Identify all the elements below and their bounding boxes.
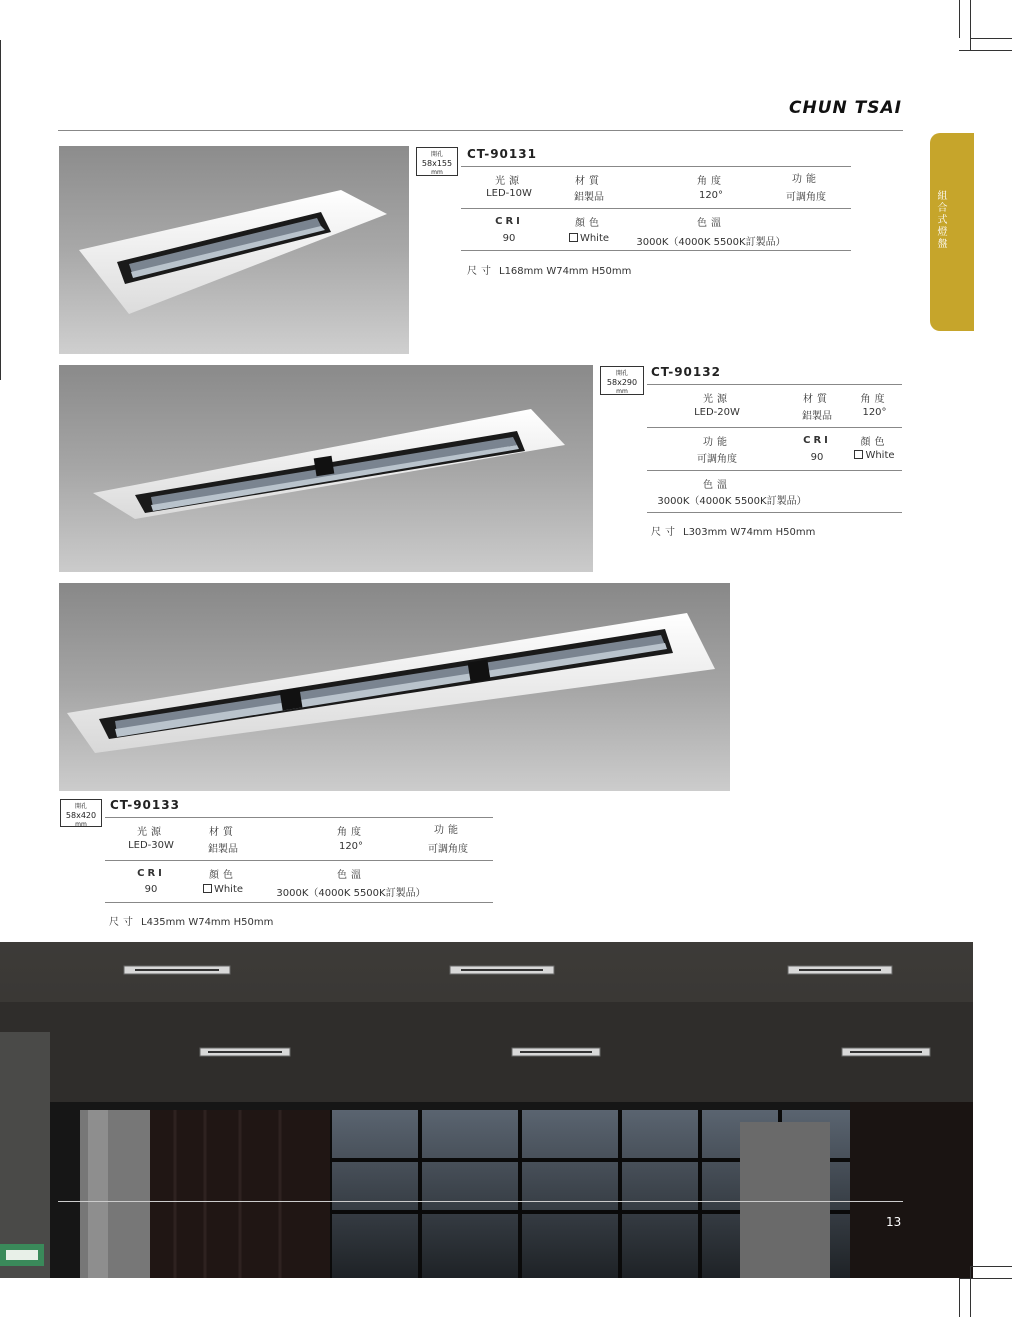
spec-rule [105,860,493,861]
label-temp: 色溫 [703,480,731,491]
spec-rule [105,902,493,903]
page-number: 13 [886,1215,902,1229]
product-photo-3 [59,583,730,791]
section-tab-label: 組合式燈盤 [935,190,946,250]
value-material: 鋁製品 [574,192,604,203]
color-swatch [854,450,863,459]
label-source: 光源 [495,176,523,187]
value-source: LED-30W [128,840,174,851]
label-material: 材質 [209,827,237,838]
label-function: 功能 [792,174,820,185]
color-swatch [569,233,578,242]
cutout-unit: mm [616,388,628,395]
label-function: 功能 [434,825,462,836]
dimension-3 [109,913,273,928]
cutout-icon: 開孔 [74,803,87,810]
spec-table-1 [461,166,851,252]
label-temp: 色溫 [697,218,725,229]
crop-mark-bottom-v2 [970,1266,971,1317]
crop-mark-bottom-h [959,1278,1012,1279]
cutout-unit: mm [75,821,87,828]
value-color-text: White [213,884,244,895]
value-angle: 120° [698,190,724,201]
value-color-text: White [865,450,895,461]
label-material: 材質 [803,394,831,405]
spec-rule [105,817,493,818]
value-cri: 90 [502,233,516,244]
label-angle: 角度 [337,827,365,838]
label-color: 顏色 [860,437,889,448]
crop-mark-left [0,40,1,380]
dimension-1 [467,262,631,277]
label-cri: CRI [495,216,523,227]
spec-rule [647,384,902,385]
value-color [847,450,902,461]
value-cri: 90 [810,452,824,463]
crop-mark-top-v [959,0,960,38]
label-color: 顏色 [575,218,603,229]
header-rule [58,130,903,131]
label-temp: 色溫 [337,870,365,881]
spec-rule [647,512,902,513]
model-number-3: CT-90133 [110,798,180,812]
label-source: 光源 [137,827,165,838]
label-angle: 角度 [860,394,889,405]
spec-table-2 [647,384,902,514]
label-dimension: 尺寸 [467,266,495,277]
value-cri: 90 [144,884,158,895]
value-source: LED-10W [486,188,532,199]
cutout-unit: mm [431,169,443,176]
value-function: 可調角度 [697,454,737,465]
crop-mark-top-h2 [959,50,1012,51]
product-photo-2 [59,365,593,572]
cutout-badge-1 [416,147,458,176]
label-angle: 角度 [697,176,725,187]
spec-rule [461,166,851,167]
cutout-size: 58x420 [65,811,97,820]
crop-mark-top-v2 [970,0,971,50]
value-dimension: L435mm W74mm H50mm [141,917,274,928]
cutout-size: 58x290 [606,378,638,387]
value-material: 鋁製品 [208,844,238,855]
cutout-icon: 開孔 [615,370,628,377]
color-swatch [203,884,212,893]
cutout-badge-2 [600,366,644,395]
installation-scene-photo [0,942,973,1278]
model-number-2: CT-90132 [651,365,721,379]
spec-table-3 [105,817,493,903]
spec-rule [647,427,902,428]
label-color: 顏色 [209,870,237,881]
spec-rule [461,208,851,209]
label-dimension: 尺寸 [651,527,679,538]
cutout-size: 58x155 [421,159,453,168]
label-function: 功能 [703,437,731,448]
spec-rule [647,470,902,471]
value-temp: 3000K（4000K 5500K訂製品） [276,888,426,899]
model-number-1: CT-90131 [467,147,537,161]
value-dimension: L168mm W74mm H50mm [499,266,632,277]
value-function: 可調角度 [786,192,826,203]
label-material: 材質 [575,176,603,187]
cutout-icon: 開孔 [430,151,443,158]
footer-rule [58,1201,903,1202]
label-cri: CRI [803,435,831,446]
value-angle: 120° [862,407,887,418]
cutout-badge-3 [60,799,102,827]
value-material: 鋁製品 [802,411,832,422]
product-photo-1 [59,146,409,354]
label-source: 光源 [703,394,731,405]
value-function: 可調角度 [428,844,468,855]
value-temp: 3000K（4000K 5500K訂製品） [636,237,786,248]
label-dimension: 尺寸 [109,917,137,928]
value-source: LED-20W [694,407,740,418]
value-temp: 3000K（4000K 5500K訂製品） [657,496,807,507]
value-color [185,884,261,895]
label-cri: CRI [137,868,165,879]
crop-mark-bottom-v [959,1278,960,1317]
spec-rule [461,250,851,251]
crop-mark-bottom-h2 [970,1266,1012,1267]
value-angle: 120° [338,841,364,852]
value-dimension: L303mm W74mm H50mm [683,527,816,538]
crop-mark-top-h [970,38,1012,39]
dimension-2 [651,523,815,538]
value-color-text: White [579,233,610,244]
brand-logo: CHUN TSAI [789,98,902,118]
